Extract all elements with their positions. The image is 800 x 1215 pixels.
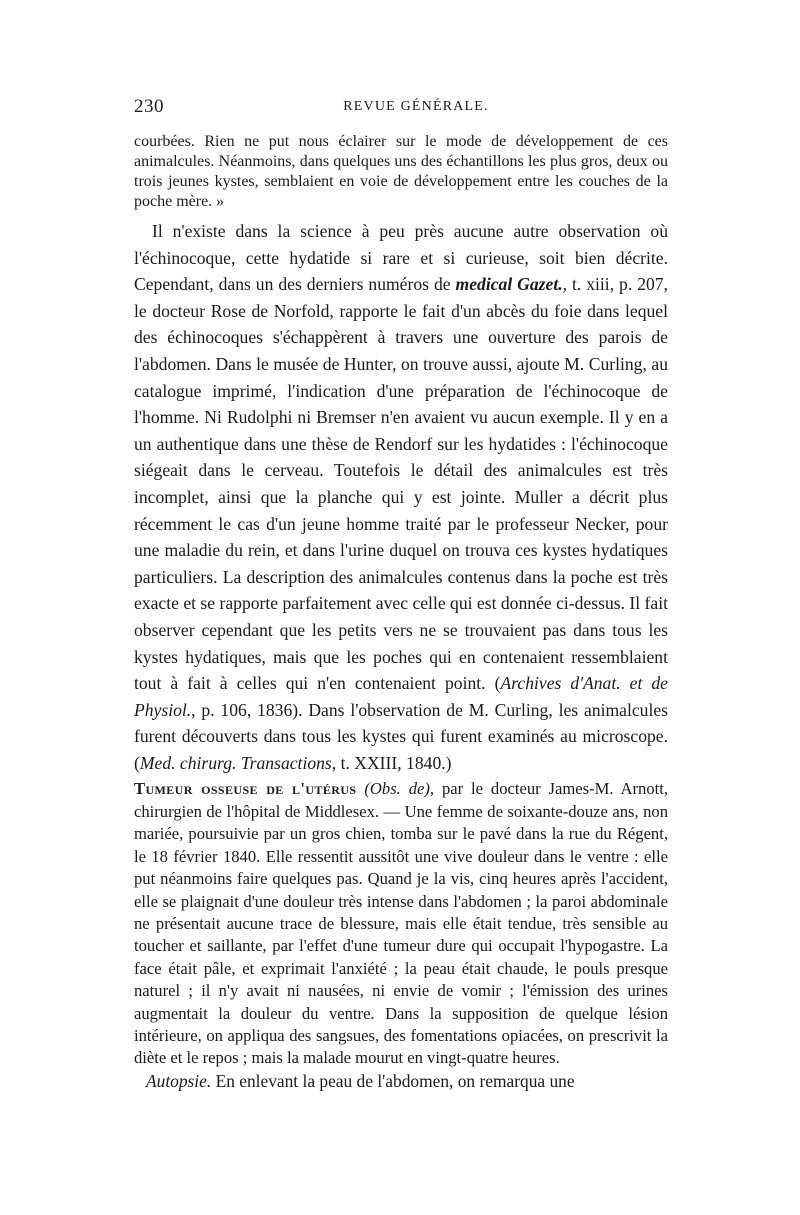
text-run: , t. xiii, p. 207, le docteur Rose de Norfold, rapporte le fait d'un abcès du foie dans lequel des échinocoques s'échappèrent à travers une ouverture des parois de l'abdomen. Dans le musée de Hunter, on trouve aussi, ajoute M. Curling, au catalogue imprimé, l'indication d'une préparation de l'échinocoque de l'homme. Ni Rudolphi ni Bremser n'en avaient vu aucun exemple. Il y en a un authentique dans une thèse de Rendorf sur les hydatides : l'échinocoque siégeait dans le cerveau. Toutefois le détail des animalcules est très incomplet, ainsi que la planche qui y est jointe. Muller a décrit plus récemment le cas d'un jeune homme traité par le professeur Necker, pour une maladie du rein, et dans l'urine duquel on trouva ces kystes hydatiques particuliers. La description des animalcules contenus dans la poche est très exacte et se rapporte parfaitement avec celle qui est donnée ci-dessus. Il fait observer cependant que les petits vers ne se trouvaient pas dans tous les kystes hydatiques, mais que les poches qui en contenaient ressemblaient tout à fait à celles qui n'en contenaient point. (	[134, 274, 668, 694]
journal-title: medical Gazet.	[455, 274, 563, 295]
page-header	[134, 96, 668, 126]
text-run: En enlevant la peau de l'abdomen, on remarqua une	[211, 1070, 575, 1091]
echinococcus-paragraph	[134, 218, 668, 776]
autopsy-paragraph	[134, 1070, 668, 1092]
running-title: REVUE GÉNÉRALE.	[343, 99, 489, 114]
text-run: , t. XXIII, 1840.)	[331, 752, 452, 773]
autopsy-heading: Autopsie.	[146, 1070, 212, 1091]
reference-title: Archives d'Anat. et de Physiol.	[134, 673, 668, 720]
reference-title: Med. chirurg. Transactions	[139, 752, 332, 773]
text-run: , par le docteur James-M. Arnott, chirurgien de l'hôpital de Middlesex. — Une femme de soixante-douze ans, non mariée, poursuivie par un gros chien, tomba sur le pavé dans la rue du Régent, le 18 février 1840. Elle ressentit aussitôt une vive douleur dans le ventre : elle put néanmoins faire quelques pas. Quand je la vis, cinq heures après l'accident, elle se plaignait d'une douleur très intense dans l'abdomen ; la paroi abdominale ne présentait aucune trace de blessure, mais elle était tendue, très sensible au toucher et saillante, par l'effet d'une tumeur dure qui occupait l'hypogastre. La face était pâle, et exprimait l'anxiété ; la peau était chaude, le pouls presque naturel ; il n'y avait ni nausées, ni envie de vomir ; l'émission des urines augmentait la douleur du ventre. Dans la supposition de quelque lésion intérieure, on appliqua des sangsues, des fomentations opiacées, on prescrivit la diète et le repos ; mais la malade mourut en vingt-quatre heures.	[134, 779, 668, 1068]
text-run: Il n'existe dans la science à peu près aucune autre observation où l'échinocoque, cette hydatide si rare et si curieuse, soit bien décrite. Cependant, dans un des derniers numéros de	[134, 221, 668, 295]
obs-note: (Obs. de)	[364, 779, 430, 799]
page-number: 230	[134, 96, 164, 117]
text-run: , p. 106, 1836). Dans l'observation de M. Curling, les animalcules furent découverts dans tous les kystes qui furent examinés au microscope. (	[134, 699, 668, 773]
book-page	[134, 96, 668, 1092]
quote-paragraph: courbées. Rien ne put nous éclairer sur le mode de développement de ces animalcules. Néanmoins, dans quelques uns des échantillons les plus gros, deux ou trois jeunes kystes, semblaient en voie de développement entre les couches de la poche mère. »	[134, 133, 668, 210]
uterus-tumor-paragraph	[134, 778, 668, 1069]
section-heading: Tumeur osseuse de l'utérus	[134, 779, 357, 799]
